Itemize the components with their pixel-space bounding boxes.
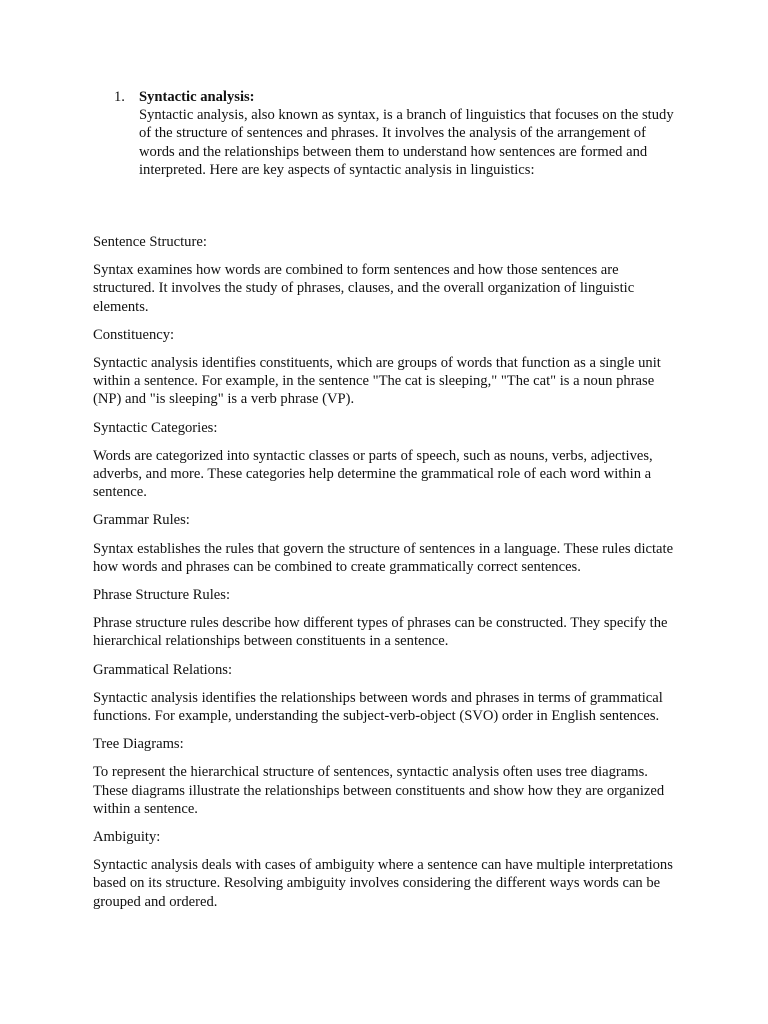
section-text-sentence-structure: Syntax examines how words are combined to form sentences and how those sentences are structured. It involves the study of phrases, clauses, and the overall organization of linguistic elements.: [93, 262, 635, 315]
section-heading-ambiguity: Ambiguity:: [93, 829, 161, 846]
section-heading-phrase-structure-rules: Phrase Structure Rules:: [93, 587, 230, 604]
section-text-syntactic-categories: Words are categorized into syntactic classes or parts of speech, such as nouns, verbs, adjectives, adverbs, and more. These categories help determine the grammatical role of each word within a sentence.: [93, 447, 653, 501]
section-text-ambiguity: Syntactic analysis deals with cases of ambiguity where a sentence can have multiple interpretations based on its structure. Resolving ambiguity involves considering the different ways words can be grouped and ordered.: [93, 857, 673, 910]
section-heading-sentence-structure: Sentence Structure:: [93, 234, 207, 250]
list-number: 1.: [114, 89, 125, 105]
section-heading-tree-diagrams: Tree Diagrams:: [93, 736, 184, 753]
section-heading-constituency: Constituency:: [93, 326, 175, 343]
section-heading-syntactic-categories: Syntactic Categories:: [93, 419, 218, 436]
section-heading-grammar-rules: Grammar Rules:: [93, 512, 190, 529]
section-text-tree-diagrams: To represent the hierarchical structure of sentences, syntactic analysis often uses tree diagrams. These diagrams illustrate the relationships between constituents and show how they are organized within a sentence.: [93, 764, 665, 817]
section-text-grammatical-relations: Syntactic analysis identifies the relationships between words and phrases in terms of grammatical functions. For example, understanding the subject-verb-object (SVO) order in English sentences.: [93, 689, 663, 725]
section-text-constituency: Syntactic analysis identifies constituents, which are groups of words that function as a single unit within a sentence. For example, in the sentence "The cat is sleeping," "The cat" is a noun phrase (NP) and "is sleeping" is a verb phrase (VP).: [93, 355, 661, 408]
sections-container: [93, 233, 678, 921]
list-item-text: Syntactic analysis, also known as syntax, is a branch of linguistics that focuses on the study of the structure of sentences and phrases. It involves the analysis of the arrangement of words and the relationships between them to understand how sentences are formed and interpreted. Here are key aspects of syntactic analysis in linguistics:: [139, 107, 674, 178]
section-text-phrase-structure-rules: Phrase structure rules describe how different types of phrases can be constructed. They specify the hierarchical relationships between constituents in a sentence.: [93, 615, 668, 650]
list-item-body: [139, 88, 674, 179]
section-text-grammar-rules: Syntax establishes the rules that govern the structure of sentences in a language. These rules dictate how words and phrases can be combined to create grammatically correct sentences.: [93, 540, 674, 575]
list-item-title: Syntactic analysis:: [139, 89, 255, 105]
numbered-list-item: [114, 88, 674, 179]
section-heading-grammatical-relations: Grammatical Relations:: [93, 661, 233, 678]
